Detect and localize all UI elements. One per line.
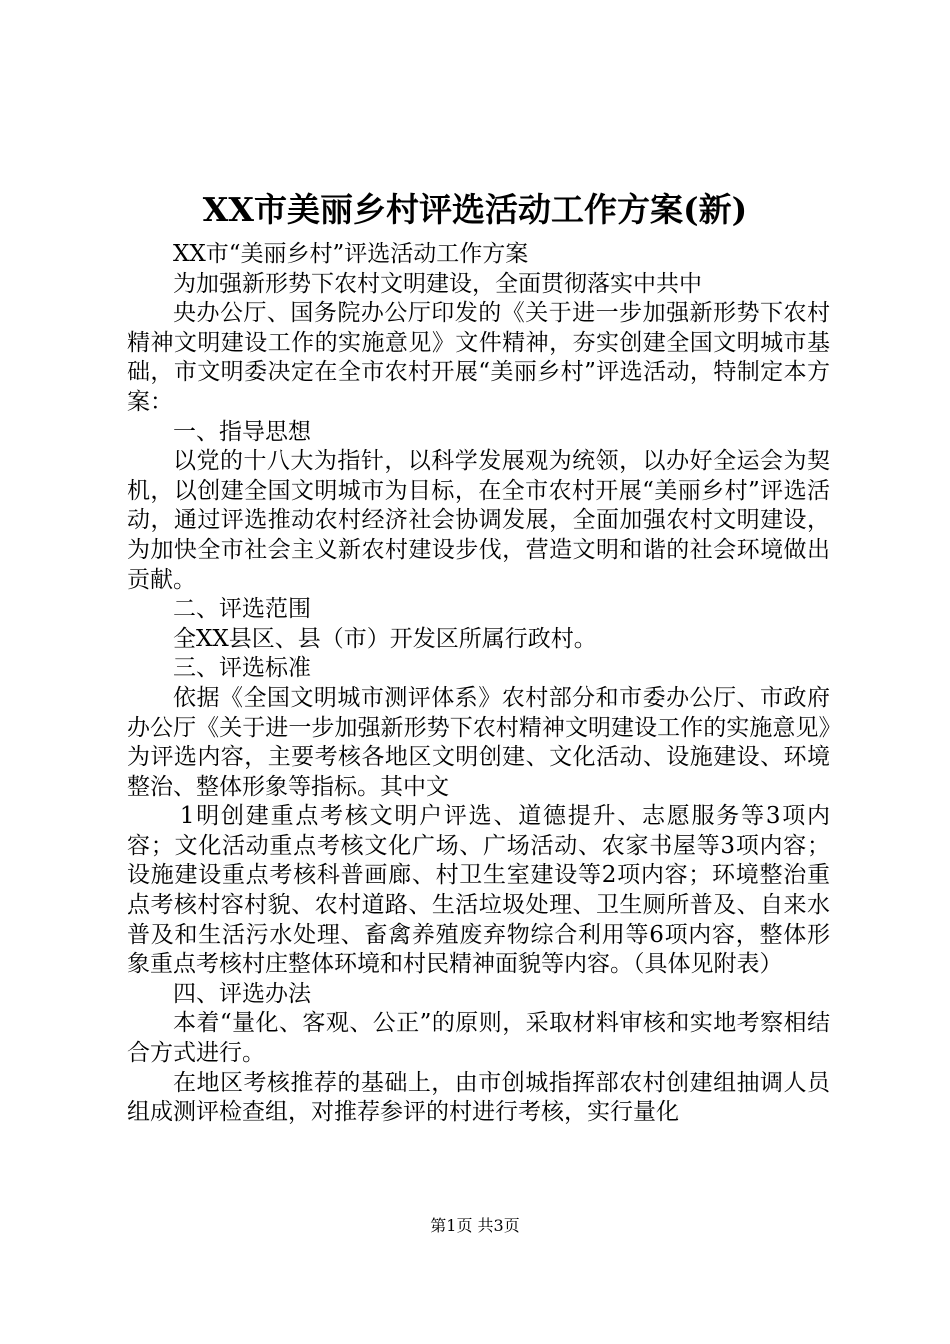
body-paragraph: 本着“量化、客观、公正”的原则，采取材料审核和实地考察相结合方式进行。 xyxy=(127,1010,830,1067)
body-paragraph: 央办公厅、国务院办公厅印发的《关于进一步加强新形势下农村精神文明建设工作的实施意见》文件精神，夯实创建全国文明城市基础，市文明委决定在全市农村开展“美丽乡村”评选活动，特制定本方案： xyxy=(127,300,830,415)
body-paragraph: 为加强新形势下农村文明建设，全面贯彻落实中共中 xyxy=(173,270,702,297)
section-heading: 一、指导思想 xyxy=(173,418,311,445)
body-paragraph: 以党的十八大为指针，以科学发展观为统领，以办好全运会为契机，以创建全国文明城市为目标，在全市农村开展“美丽乡村”评选活动，通过评选推动农村经济社会协调发展，全面加强农村文明建设，为加快全市社会主义新农村建设步伐，营造文明和谐的社会环境做出贡献。 xyxy=(127,448,830,593)
document-title: XX市美丽乡村评选活动工作方案(新) xyxy=(202,190,748,229)
body-paragraph: XX市“美丽乡村”评选活动工作方案 xyxy=(173,241,529,267)
section-heading: 二、评选范围 xyxy=(173,596,311,623)
body-paragraph: 依据《全国文明城市测评体系》农村部分和市委办公厅、市政府办公厅《关于进一步加强新形势下农村精神文明建设工作的实施意见》为评选内容，主要考核各地区文明创建、文化活动、设施建设、环境整治、整体形象等指标。其中文 xyxy=(127,684,830,800)
body-paragraph: 全XX县区、县（市）开发区所属行政村。 xyxy=(173,625,597,652)
document-body xyxy=(127,240,830,1128)
body-paragraph: 在地区考核推荐的基础上，由市创城指挥部农村创建组抽调人员组成测评检查组，对推荐参评的村进行考核，实行量化 xyxy=(127,1069,830,1126)
section-heading: 三、评选标准 xyxy=(173,655,311,682)
body-paragraph: 1明创建重点考核文明户评选、道德提升、志愿服务等3项内容；文化活动重点考核文化广场、广场活动、农家书屋等3项内容；设施建设重点考核科普画廊、村卫生室建设等2项内容；环境整治重点考核村容村貌、农村道路、生活垃圾处理、卫生厕所普及、自来水普及和生活污水处理、畜禽养殖废弃物综合利用等6项内容，整体形象重点考核村庄整体环境和村民精神面貌等内容。（具体见附表） xyxy=(127,803,830,978)
page-footer: 第1页 共3页 xyxy=(430,1216,520,1235)
section-heading: 四、评选办法 xyxy=(173,980,311,1007)
